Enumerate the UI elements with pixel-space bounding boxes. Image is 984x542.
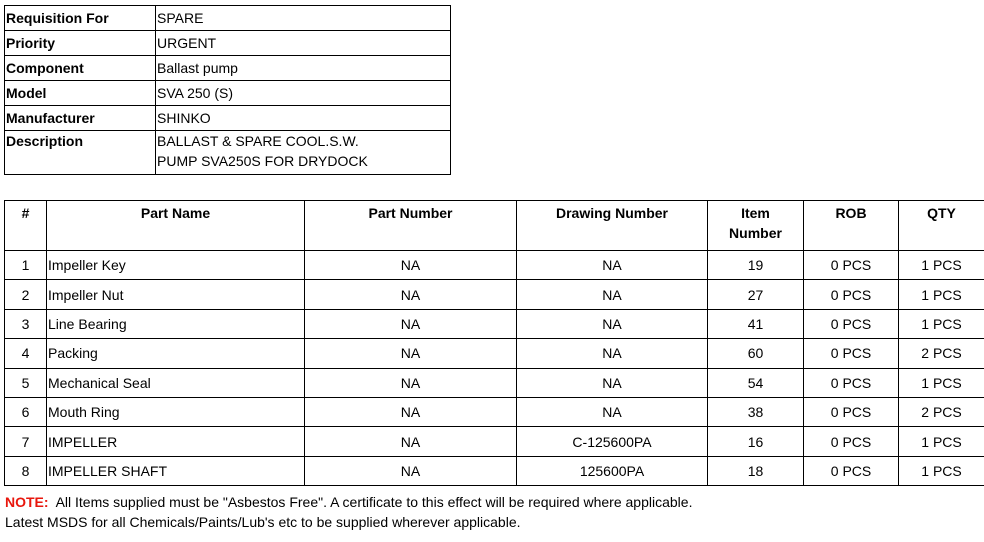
part-name-cell: IMPELLER SHAFT [47, 456, 305, 485]
table-row [5, 251, 984, 280]
note-line [5, 492, 692, 512]
description-value [156, 131, 451, 175]
column-header-item-number [708, 201, 804, 251]
rob-cell: 0 PCS [804, 251, 899, 280]
part-number-cell: NA [305, 339, 517, 368]
item-number-cell: 27 [708, 280, 804, 309]
part-number-cell: NA [305, 456, 517, 485]
table-row [5, 309, 984, 338]
info-label: Component [5, 56, 156, 81]
qty-cell: 1 PCS [899, 368, 984, 397]
row-number-cell: 2 [5, 280, 47, 309]
rob-cell: 0 PCS [804, 456, 899, 485]
info-label: Model [5, 81, 156, 106]
info-row-description [5, 131, 451, 175]
row-number-cell: 6 [5, 397, 47, 426]
part-name-cell: Impeller Key [47, 251, 305, 280]
part-name-cell: Mechanical Seal [47, 368, 305, 397]
info-label: Description [5, 131, 156, 175]
drawing-number-cell: 125600PA [517, 456, 708, 485]
row-number-cell: 8 [5, 456, 47, 485]
table-row [5, 280, 984, 309]
part-number-cell: NA [305, 397, 517, 426]
info-value: SPARE [156, 6, 451, 31]
table-row [5, 427, 984, 456]
part-number-cell: NA [305, 427, 517, 456]
column-header-part-name: Part Name [47, 201, 305, 251]
info-value: SHINKO [156, 106, 451, 131]
drawing-number-cell: NA [517, 397, 708, 426]
info-label: Priority [5, 31, 156, 56]
qty-cell: 1 PCS [899, 309, 984, 338]
part-number-cell: NA [305, 368, 517, 397]
rob-cell: 0 PCS [804, 339, 899, 368]
parts-body [5, 251, 984, 486]
part-name-cell: Line Bearing [47, 309, 305, 338]
drawing-number-cell: NA [517, 368, 708, 397]
drawing-number-cell: NA [517, 339, 708, 368]
row-number-cell: 7 [5, 427, 47, 456]
row-number-cell: 4 [5, 339, 47, 368]
info-label: Manufacturer [5, 106, 156, 131]
parts-table [4, 200, 984, 486]
info-row [5, 56, 451, 81]
part-name-cell: Packing [47, 339, 305, 368]
row-number-cell: 3 [5, 309, 47, 338]
info-row [5, 106, 451, 131]
info-label: Requisition For [5, 6, 156, 31]
part-name-cell: Impeller Nut [47, 280, 305, 309]
drawing-number-cell: NA [517, 309, 708, 338]
item-number-cell: 60 [708, 339, 804, 368]
rob-cell: 0 PCS [804, 280, 899, 309]
parts-header-row [5, 201, 984, 251]
note-label: NOTE: [5, 494, 49, 510]
item-number-cell: 16 [708, 427, 804, 456]
part-number-cell: NA [305, 280, 517, 309]
table-row [5, 368, 984, 397]
part-number-cell: NA [305, 251, 517, 280]
drawing-number-cell: NA [517, 251, 708, 280]
qty-cell: 1 PCS [899, 427, 984, 456]
note-block [5, 492, 692, 532]
item-number-cell: 54 [708, 368, 804, 397]
qty-cell: 1 PCS [899, 456, 984, 485]
qty-cell: 1 PCS [899, 251, 984, 280]
info-row [5, 81, 451, 106]
qty-cell: 2 PCS [899, 397, 984, 426]
qty-cell: 1 PCS [899, 280, 984, 309]
note-text: All Items supplied must be "Asbestos Free". A certificate to this effect will be required where applicable. [55, 494, 693, 510]
requisition-info-table [4, 5, 451, 175]
drawing-number-cell: C-125600PA [517, 427, 708, 456]
item-header-line: Item [741, 205, 770, 221]
item-number-cell: 19 [708, 251, 804, 280]
row-number-cell: 5 [5, 368, 47, 397]
note-line: Latest MSDS for all Chemicals/Paints/Lub's etc to be supplied wherever applicable. [5, 514, 521, 530]
qty-cell: 2 PCS [899, 339, 984, 368]
drawing-number-cell: NA [517, 280, 708, 309]
column-header-part-number: Part Number [305, 201, 517, 251]
column-header-qty: QTY [899, 201, 984, 251]
rob-cell: 0 PCS [804, 368, 899, 397]
rob-cell: 0 PCS [804, 397, 899, 426]
info-value: Ballast pump [156, 56, 451, 81]
part-name-cell: IMPELLER [47, 427, 305, 456]
table-row [5, 456, 984, 485]
column-header-drawing-number: Drawing Number [517, 201, 708, 251]
rob-cell: 0 PCS [804, 427, 899, 456]
info-row [5, 31, 451, 56]
column-header-number: # [5, 201, 47, 251]
row-number-cell: 1 [5, 251, 47, 280]
table-row [5, 397, 984, 426]
part-name-cell: Mouth Ring [47, 397, 305, 426]
item-number-cell: 18 [708, 456, 804, 485]
rob-cell: 0 PCS [804, 309, 899, 338]
part-number-cell: NA [305, 309, 517, 338]
info-value: URGENT [156, 31, 451, 56]
item-number-cell: 38 [708, 397, 804, 426]
info-value: SVA 250 (S) [156, 81, 451, 106]
item-header-line: Number [729, 225, 782, 241]
column-header-rob: ROB [804, 201, 899, 251]
table-row [5, 339, 984, 368]
description-line: BALLAST & SPARE COOL.S.W. [157, 133, 359, 149]
info-row [5, 6, 451, 31]
description-line: PUMP SVA250S FOR DRYDOCK [157, 153, 368, 169]
item-number-cell: 41 [708, 309, 804, 338]
